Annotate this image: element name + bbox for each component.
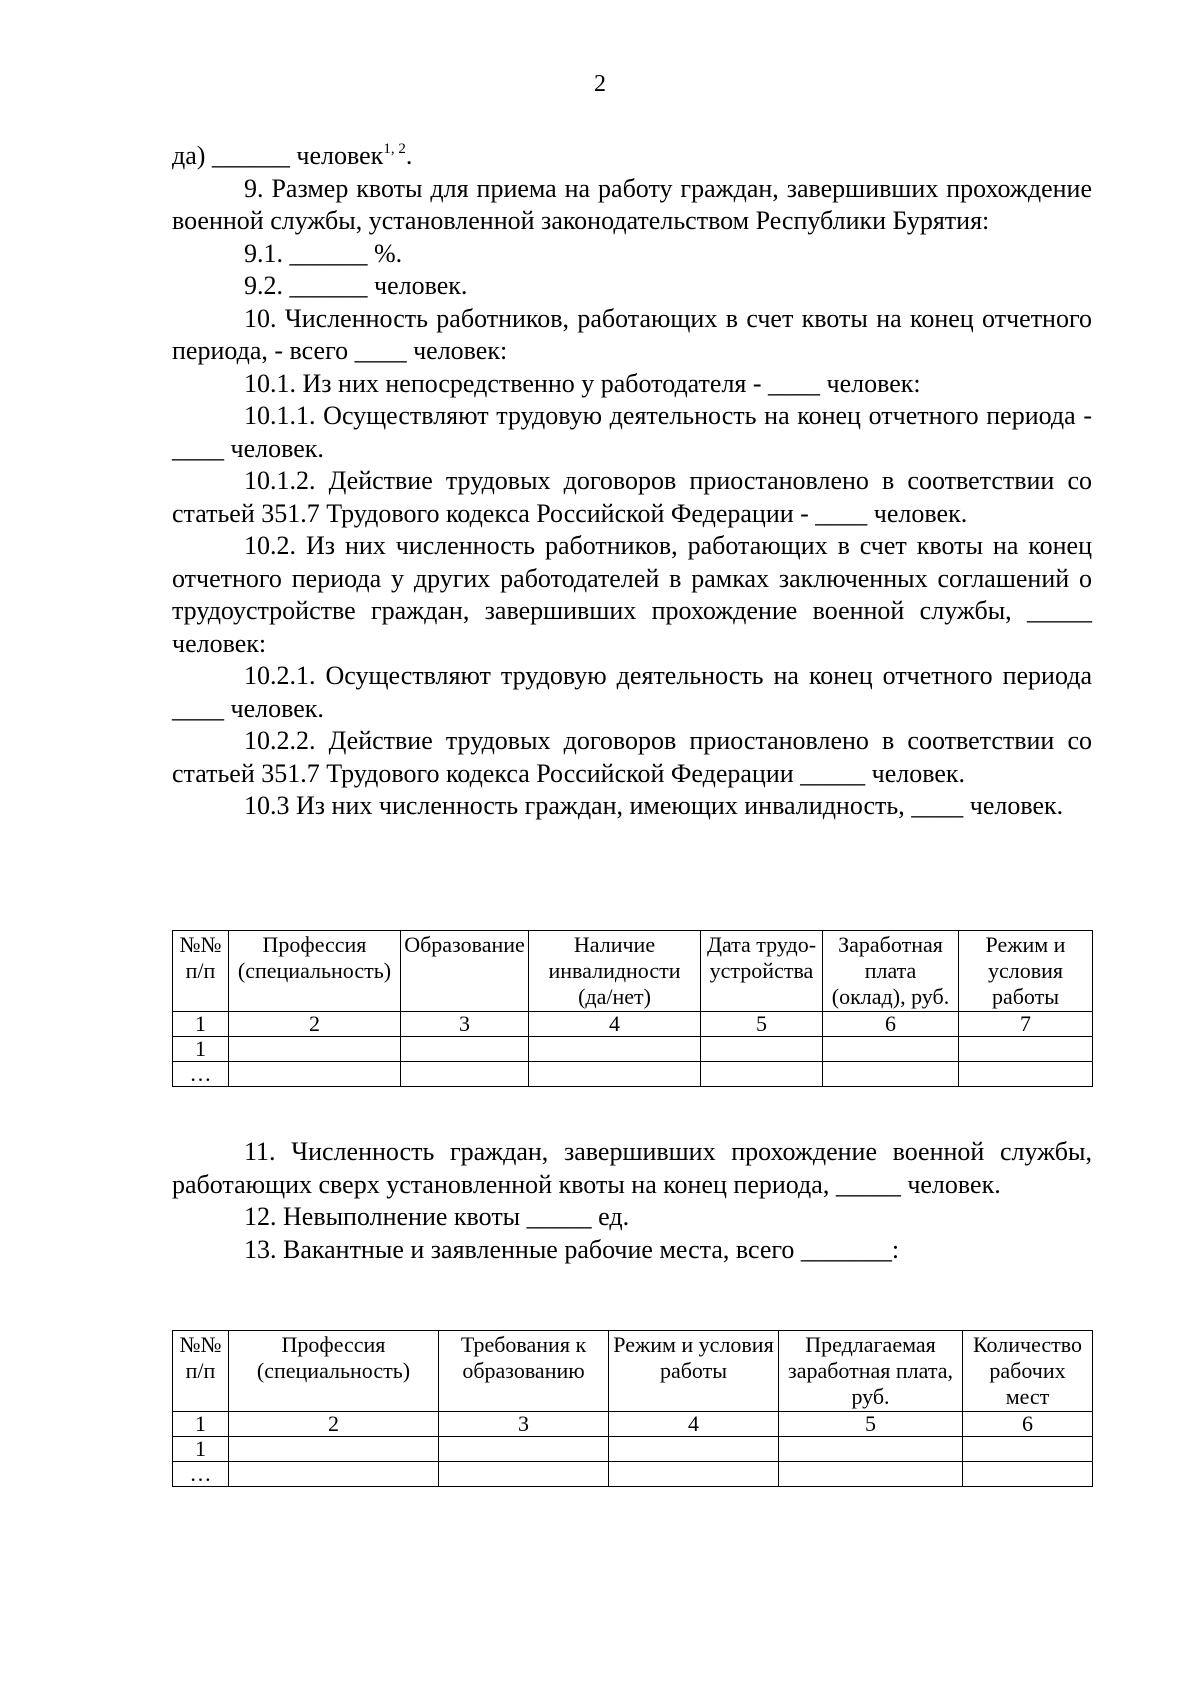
column-number: 1 [173, 1412, 229, 1437]
table-cell[interactable] [959, 1037, 1093, 1062]
table-cell[interactable]: … [173, 1462, 229, 1487]
column-header: №№ п/п [173, 931, 229, 1012]
column-number: 5 [779, 1412, 963, 1437]
table-row [173, 1037, 1093, 1062]
column-header: Режим и условия работы [609, 1331, 779, 1412]
table-cell[interactable] [439, 1462, 609, 1487]
column-header: Количество рабочих мест [963, 1331, 1093, 1412]
paragraph-10-2-1: 10.2.1. Осуществляют трудовую деятельность на конец отчетного периода ____ человек. [172, 661, 1092, 723]
column-number: 2 [229, 1012, 401, 1037]
table-cell[interactable] [529, 1037, 701, 1062]
paragraph-9: 9. Размер квоты для приема на работу граждан, завершивших прохождение военной службы, установленной законодательством Республики Бурятия: [172, 173, 1092, 235]
table-cell[interactable] [823, 1037, 959, 1062]
column-header: Профессия (специальность) [229, 1331, 439, 1412]
table-cell[interactable]: … [173, 1062, 229, 1087]
table-cell[interactable] [963, 1437, 1093, 1462]
column-number: 1 [173, 1012, 229, 1037]
column-number: 6 [823, 1012, 959, 1037]
column-header: Наличие инвалидности (да/нет) [529, 931, 701, 1012]
column-header: №№ п/п [173, 1331, 229, 1412]
table-cell[interactable] [229, 1062, 401, 1087]
table-cell[interactable] [401, 1062, 529, 1087]
paragraph-8-end: . [405, 141, 413, 170]
table-cell[interactable]: 1 [173, 1437, 229, 1462]
column-number: 2 [229, 1412, 439, 1437]
column-header: Дата трудоустройства [701, 931, 823, 1012]
table-cell[interactable] [963, 1462, 1093, 1487]
column-header: Режим и условия работы [959, 931, 1093, 1012]
column-header: Предлагаемая заработная плата, руб. [779, 1331, 963, 1412]
table-cell[interactable] [229, 1037, 401, 1062]
page-number: 2 [594, 71, 606, 97]
column-number: 3 [401, 1012, 529, 1037]
paragraph-10-1-2: 10.1.2. Действие трудовых договоров приостановлено в соответствии со статьей 351.7 Трудового кодекса Российской Федерации - ____ человек. [172, 466, 1092, 528]
table-header-row [173, 1331, 1093, 1412]
paragraph-8-text: да) ______ человек [172, 141, 384, 170]
column-number: 4 [529, 1012, 701, 1037]
paragraph-10-2: 10.2. Из них численность работников, работающих в счет квоты на конец отчетного периода у других работодателей в рамках заключенных соглашений о трудоустройстве граждан, завершивших прохождение военной службы, _____ человек: [172, 531, 1092, 658]
document-body-lower [172, 1136, 1092, 1266]
table-cell[interactable] [229, 1462, 439, 1487]
paragraph-10-2-2: 10.2.2. Действие трудовых договоров приостановлено в соответствии со статьей 351.7 Трудового кодекса Российской Федерации _____ человек. [172, 726, 1092, 788]
paragraph-10-3: 10.3 Из них численность граждан, имеющих инвалидность, ____ человек. [244, 791, 1064, 820]
table-cell[interactable] [439, 1437, 609, 1462]
column-number: 4 [609, 1412, 779, 1437]
column-header: Образование [401, 931, 529, 1012]
table-cell[interactable] [529, 1062, 701, 1087]
table-cell[interactable] [701, 1037, 823, 1062]
table-cell[interactable] [823, 1062, 959, 1087]
paragraph-12: 12. Невыполнение квоты _____ ед. [244, 1202, 630, 1231]
table-cell[interactable] [401, 1037, 529, 1062]
table-row [173, 1437, 1093, 1462]
paragraph-11: 11. Численность граждан, завершивших прохождение военной службы, работающих сверх установленной квоты на конец периода, _____ человек. [172, 1137, 1092, 1199]
paragraph-9-1: 9.1. ______ %. [244, 238, 403, 268]
column-number: 5 [701, 1012, 823, 1037]
column-number-row [173, 1012, 1093, 1037]
table-cell[interactable] [609, 1462, 779, 1487]
column-header: Требования к образованию [439, 1331, 609, 1412]
paragraph-10-1-1: 10.1.1. Осуществляют трудовую деятельность на конец отчетного периода - ____ человек. [172, 401, 1092, 463]
table-cell[interactable]: 1 [173, 1037, 229, 1062]
table-cell[interactable] [779, 1437, 963, 1462]
table-cell[interactable] [959, 1062, 1093, 1087]
column-number-row [173, 1412, 1093, 1437]
footnote-reference: 1, 2 [383, 141, 406, 157]
table-header-row [173, 931, 1093, 1012]
paragraph-13: 13. Вакантные и заявленные рабочие места, всего _______: [244, 1234, 900, 1264]
table-row [173, 1462, 1093, 1487]
column-header: Профессия (специальность) [229, 931, 401, 1012]
paragraph-8-continuation [172, 140, 1092, 173]
table-cell[interactable] [701, 1062, 823, 1087]
vacancies-table [172, 1330, 1093, 1487]
table-cell[interactable] [229, 1437, 439, 1462]
paragraph-9-2: 9.2. ______ человек. [244, 271, 468, 300]
paragraph-10: 10. Численность работников, работающих в счет квоты на конец отчетного периода, - всего ____ человек: [172, 303, 1092, 365]
column-header: Заработная плата (оклад), руб. [823, 931, 959, 1012]
employees-quota-table [172, 930, 1093, 1087]
table-cell[interactable] [609, 1437, 779, 1462]
paragraph-10-1: 10.1. Из них непосредственно у работодателя - ____ человек: [244, 368, 921, 398]
table-row [173, 1062, 1093, 1087]
column-number: 3 [439, 1412, 609, 1437]
column-number: 7 [959, 1012, 1093, 1037]
table-cell[interactable] [779, 1462, 963, 1487]
document-body-upper [172, 140, 1092, 823]
column-number: 6 [963, 1412, 1093, 1437]
